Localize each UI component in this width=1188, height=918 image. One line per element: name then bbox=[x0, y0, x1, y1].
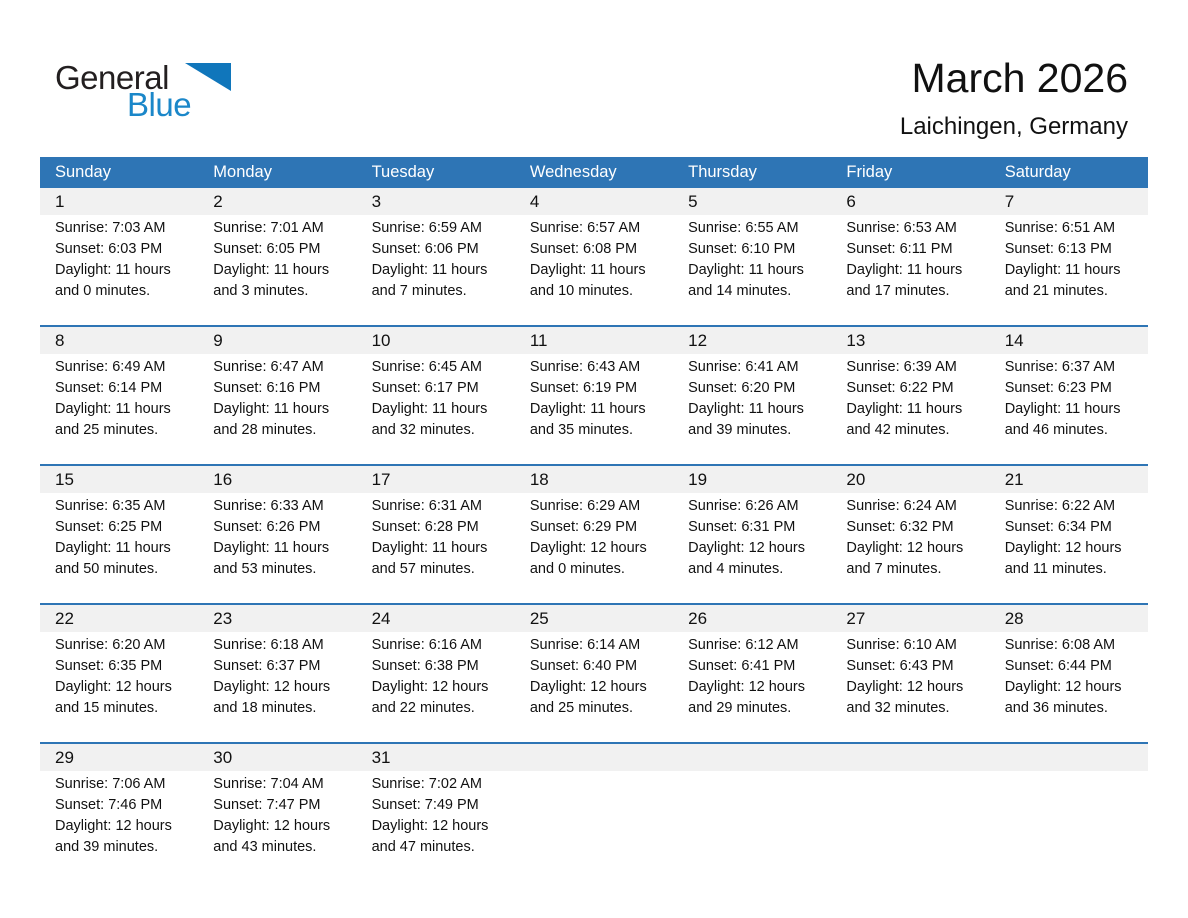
sunrise-text: Sunrise: 6:24 AM bbox=[846, 498, 957, 514]
sunset-text: Sunset: 6:37 PM bbox=[213, 658, 321, 674]
day-number: 9 bbox=[213, 330, 223, 350]
day-number: 2 bbox=[213, 191, 223, 211]
sunset-text: Sunset: 6:29 PM bbox=[529, 519, 638, 535]
day-cell bbox=[831, 357, 989, 441]
page-title: March 2026 bbox=[911, 55, 1128, 101]
sunset-text: Sunset: 7:49 PM bbox=[371, 797, 479, 813]
daylight-text: Daylight: 12 hours and 39 minutes. bbox=[55, 818, 172, 855]
sunset-text: Sunset: 6:44 PM bbox=[1004, 658, 1112, 674]
week-3-day-details bbox=[40, 493, 1148, 603]
day-number: 8 bbox=[55, 330, 65, 350]
general-blue-logo bbox=[55, 55, 255, 135]
sunset-text: Sunset: 6:13 PM bbox=[1004, 241, 1112, 257]
empty-day-cell bbox=[990, 774, 1148, 858]
sunrise-text: Sunrise: 6:08 AM bbox=[1004, 637, 1116, 653]
sunset-text: Sunset: 6:43 PM bbox=[846, 658, 954, 674]
daylight-text: Daylight: 12 hours and 47 minutes. bbox=[371, 818, 489, 855]
sunset-text: Sunset: 6:23 PM bbox=[1004, 380, 1112, 396]
week-4-day-details bbox=[40, 632, 1148, 742]
day-cell bbox=[40, 357, 198, 441]
day-cell bbox=[515, 357, 673, 441]
weekday-header-friday: Friday bbox=[846, 163, 893, 181]
daylight-text: Daylight: 11 hours and 25 minutes. bbox=[55, 401, 171, 438]
day-cell bbox=[990, 357, 1148, 441]
day-cell bbox=[515, 496, 673, 580]
weekday-header-sunday: Sunday bbox=[55, 163, 111, 181]
day-cell bbox=[990, 635, 1148, 719]
day-number: 5 bbox=[688, 191, 698, 211]
day-number: 24 bbox=[371, 608, 391, 628]
sunrise-text: Sunrise: 7:03 AM bbox=[55, 220, 166, 236]
weekday-header-monday: Monday bbox=[213, 163, 272, 181]
daylight-text: Daylight: 11 hours and 0 minutes. bbox=[55, 262, 171, 299]
sunrise-text: Sunrise: 6:20 AM bbox=[55, 637, 166, 653]
daylight-text: Daylight: 11 hours and 53 minutes. bbox=[213, 540, 330, 577]
sunset-text: Sunset: 6:25 PM bbox=[55, 519, 163, 535]
week-1-day-numbers bbox=[40, 188, 1148, 215]
empty-day-cell bbox=[831, 774, 989, 858]
daylight-text: Daylight: 11 hours and 14 minutes. bbox=[688, 262, 804, 299]
sunrise-text: Sunrise: 6:49 AM bbox=[55, 359, 166, 375]
day-cell bbox=[357, 496, 515, 580]
calendar-table bbox=[40, 157, 1148, 881]
sunrise-text: Sunrise: 6:45 AM bbox=[371, 359, 482, 375]
sunrise-text: Sunrise: 6:29 AM bbox=[529, 498, 641, 514]
day-cell bbox=[198, 357, 356, 441]
day-cell bbox=[40, 635, 198, 719]
day-cell bbox=[357, 774, 515, 858]
daylight-text: Daylight: 12 hours and 43 minutes. bbox=[213, 818, 331, 855]
day-number: 30 bbox=[213, 747, 233, 767]
sunset-text: Sunset: 7:46 PM bbox=[55, 797, 163, 813]
sunset-text: Sunset: 6:05 PM bbox=[213, 241, 321, 257]
week-2-day-numbers bbox=[40, 327, 1148, 354]
week-4-day-numbers bbox=[40, 605, 1148, 632]
sunset-text: Sunset: 6:03 PM bbox=[55, 241, 163, 257]
sunrise-text: Sunrise: 6:35 AM bbox=[55, 498, 166, 514]
daylight-text: Daylight: 11 hours and 57 minutes. bbox=[371, 540, 488, 577]
sunrise-text: Sunrise: 6:39 AM bbox=[846, 359, 957, 375]
sunrise-text: Sunrise: 6:57 AM bbox=[529, 220, 641, 236]
day-cell bbox=[357, 218, 515, 302]
sunrise-text: Sunrise: 6:37 AM bbox=[1004, 359, 1116, 375]
day-cell bbox=[831, 218, 989, 302]
week-5-day-details bbox=[40, 771, 1148, 881]
day-cell bbox=[831, 496, 989, 580]
daylight-text: Daylight: 11 hours and 17 minutes. bbox=[846, 262, 963, 299]
day-cell bbox=[673, 218, 831, 302]
sunrise-text: Sunrise: 6:41 AM bbox=[688, 359, 799, 375]
daylight-text: Daylight: 12 hours and 22 minutes. bbox=[371, 679, 489, 716]
week-row-5 bbox=[40, 742, 1148, 881]
sunset-text: Sunset: 6:26 PM bbox=[213, 519, 321, 535]
day-number: 19 bbox=[688, 469, 708, 489]
sunrise-text: Sunrise: 6:16 AM bbox=[371, 637, 482, 653]
daylight-text: Daylight: 12 hours and 0 minutes. bbox=[529, 540, 647, 577]
location-subtitle: Laichingen, Germany bbox=[899, 113, 1128, 140]
sunset-text: Sunset: 6:16 PM bbox=[213, 380, 321, 396]
day-number: 1 bbox=[55, 191, 65, 211]
sunrise-text: Sunrise: 6:18 AM bbox=[213, 637, 324, 653]
sunrise-text: Sunrise: 6:14 AM bbox=[529, 637, 641, 653]
day-cell bbox=[990, 218, 1148, 302]
daylight-text: Daylight: 12 hours and 29 minutes. bbox=[688, 679, 805, 716]
week-5-day-numbers bbox=[40, 744, 1148, 771]
weekday-header-row bbox=[40, 157, 1148, 188]
daylight-text: Daylight: 12 hours and 4 minutes. bbox=[688, 540, 805, 577]
day-number: 25 bbox=[529, 608, 549, 628]
daylight-text: Daylight: 12 hours and 25 minutes. bbox=[529, 679, 647, 716]
weekday-header-thursday: Thursday bbox=[688, 163, 757, 181]
sunset-text: Sunset: 6:34 PM bbox=[1004, 519, 1112, 535]
weekday-header-tuesday: Tuesday bbox=[371, 163, 435, 181]
week-2-day-details bbox=[40, 354, 1148, 464]
sunrise-text: Sunrise: 6:53 AM bbox=[846, 220, 957, 236]
daylight-text: Daylight: 12 hours and 36 minutes. bbox=[1004, 679, 1122, 716]
day-number: 20 bbox=[846, 469, 866, 489]
day-number: 13 bbox=[846, 330, 866, 350]
weekday-header-saturday: Saturday bbox=[1004, 163, 1071, 181]
logo-triangle-icon bbox=[185, 63, 231, 93]
daylight-text: Daylight: 11 hours and 21 minutes. bbox=[1004, 262, 1121, 299]
day-cell bbox=[198, 496, 356, 580]
sunrise-text: Sunrise: 6:59 AM bbox=[371, 220, 482, 236]
sunset-text: Sunset: 6:14 PM bbox=[55, 380, 163, 396]
sunset-text: Sunset: 6:40 PM bbox=[529, 658, 638, 674]
sunset-text: Sunset: 6:41 PM bbox=[688, 658, 796, 674]
day-number: 23 bbox=[213, 608, 233, 628]
day-cell bbox=[198, 218, 356, 302]
sunrise-text: Sunrise: 6:47 AM bbox=[213, 359, 324, 375]
daylight-text: Daylight: 12 hours and 7 minutes. bbox=[846, 540, 964, 577]
sunrise-text: Sunrise: 7:04 AM bbox=[213, 776, 324, 792]
day-number: 11 bbox=[529, 330, 548, 350]
week-3-day-numbers bbox=[40, 466, 1148, 493]
sunset-text: Sunset: 6:10 PM bbox=[688, 241, 796, 257]
empty-day-cell bbox=[673, 774, 831, 858]
sunrise-text: Sunrise: 6:55 AM bbox=[688, 220, 799, 236]
sunset-text: Sunset: 6:08 PM bbox=[529, 241, 638, 257]
day-cell bbox=[40, 496, 198, 580]
day-number: 12 bbox=[688, 330, 708, 350]
sunset-text: Sunset: 6:32 PM bbox=[846, 519, 954, 535]
day-number: 7 bbox=[1004, 191, 1015, 211]
sunset-text: Sunset: 6:20 PM bbox=[688, 380, 796, 396]
sunset-text: Sunset: 6:31 PM bbox=[688, 519, 796, 535]
week-row-3 bbox=[40, 464, 1148, 603]
daylight-text: Daylight: 11 hours and 35 minutes. bbox=[529, 401, 646, 438]
day-number: 16 bbox=[213, 469, 233, 489]
day-cell bbox=[673, 357, 831, 441]
day-number: 10 bbox=[371, 330, 391, 350]
day-number: 3 bbox=[371, 191, 382, 211]
day-number: 4 bbox=[529, 191, 540, 211]
sunset-text: Sunset: 6:38 PM bbox=[371, 658, 479, 674]
sunrise-text: Sunrise: 6:12 AM bbox=[688, 637, 799, 653]
day-cell bbox=[673, 496, 831, 580]
sunset-text: Sunset: 6:28 PM bbox=[371, 519, 479, 535]
week-1-day-details bbox=[40, 215, 1148, 325]
title-block bbox=[900, 55, 1128, 141]
day-cell bbox=[40, 774, 198, 858]
day-number: 27 bbox=[846, 608, 866, 628]
daylight-text: Daylight: 11 hours and 28 minutes. bbox=[213, 401, 330, 438]
day-number: 6 bbox=[846, 191, 856, 211]
daylight-text: Daylight: 12 hours and 11 minutes. bbox=[1004, 540, 1122, 577]
sunset-text: Sunset: 6:06 PM bbox=[371, 241, 479, 257]
day-cell bbox=[198, 635, 356, 719]
daylight-text: Daylight: 11 hours and 10 minutes. bbox=[529, 262, 646, 299]
day-cell bbox=[357, 357, 515, 441]
day-cell bbox=[357, 635, 515, 719]
sunrise-text: Sunrise: 6:10 AM bbox=[846, 637, 957, 653]
sunrise-text: Sunrise: 7:02 AM bbox=[371, 776, 482, 792]
sunset-text: Sunset: 6:19 PM bbox=[529, 380, 638, 396]
sunrise-text: Sunrise: 6:26 AM bbox=[688, 498, 799, 514]
day-cell bbox=[831, 635, 989, 719]
week-row-1 bbox=[40, 188, 1148, 325]
daylight-text: Daylight: 11 hours and 3 minutes. bbox=[213, 262, 330, 299]
sunset-text: Sunset: 6:22 PM bbox=[846, 380, 954, 396]
sunrise-text: Sunrise: 6:33 AM bbox=[213, 498, 324, 514]
day-number: 15 bbox=[55, 469, 74, 489]
day-cell bbox=[990, 496, 1148, 580]
day-number: 21 bbox=[1004, 469, 1024, 489]
daylight-text: Daylight: 12 hours and 32 minutes. bbox=[846, 679, 964, 716]
day-number: 18 bbox=[529, 469, 549, 489]
sunrise-text: Sunrise: 6:51 AM bbox=[1004, 220, 1116, 236]
sunset-text: Sunset: 6:35 PM bbox=[55, 658, 163, 674]
daylight-text: Daylight: 11 hours and 46 minutes. bbox=[1004, 401, 1121, 438]
daylight-text: Daylight: 12 hours and 18 minutes. bbox=[213, 679, 331, 716]
sunrise-text: Sunrise: 6:43 AM bbox=[529, 359, 641, 375]
day-number: 31 bbox=[371, 747, 391, 767]
day-cell bbox=[198, 774, 356, 858]
day-number: 29 bbox=[55, 747, 74, 767]
sunset-text: Sunset: 6:17 PM bbox=[371, 380, 479, 396]
logo-text-blue: Blue bbox=[127, 86, 192, 123]
week-row-2 bbox=[40, 325, 1148, 464]
daylight-text: Daylight: 11 hours and 50 minutes. bbox=[55, 540, 171, 577]
day-cell bbox=[40, 218, 198, 302]
day-number: 28 bbox=[1004, 608, 1024, 628]
weekday-header-wednesday: Wednesday bbox=[529, 163, 617, 181]
day-cell bbox=[673, 635, 831, 719]
day-number: 26 bbox=[688, 608, 708, 628]
day-cell bbox=[515, 218, 673, 302]
day-cell bbox=[515, 635, 673, 719]
sunset-text: Sunset: 6:11 PM bbox=[846, 241, 953, 257]
day-number: 17 bbox=[371, 469, 391, 489]
empty-day-cell bbox=[515, 774, 673, 858]
sunrise-text: Sunrise: 6:22 AM bbox=[1004, 498, 1116, 514]
daylight-text: Daylight: 11 hours and 7 minutes. bbox=[371, 262, 488, 299]
daylight-text: Daylight: 11 hours and 39 minutes. bbox=[688, 401, 804, 438]
day-number: 14 bbox=[1004, 330, 1024, 350]
day-number: 22 bbox=[55, 608, 74, 628]
sunrise-text: Sunrise: 6:31 AM bbox=[371, 498, 482, 514]
sunrise-text: Sunrise: 7:06 AM bbox=[55, 776, 166, 792]
daylight-text: Daylight: 12 hours and 15 minutes. bbox=[55, 679, 172, 716]
logo-text-general: General bbox=[55, 59, 169, 96]
daylight-text: Daylight: 11 hours and 42 minutes. bbox=[846, 401, 963, 438]
sunrise-text: Sunrise: 7:01 AM bbox=[213, 220, 324, 236]
daylight-text: Daylight: 11 hours and 32 minutes. bbox=[371, 401, 488, 438]
sunset-text: Sunset: 7:47 PM bbox=[213, 797, 321, 813]
week-row-4 bbox=[40, 603, 1148, 742]
